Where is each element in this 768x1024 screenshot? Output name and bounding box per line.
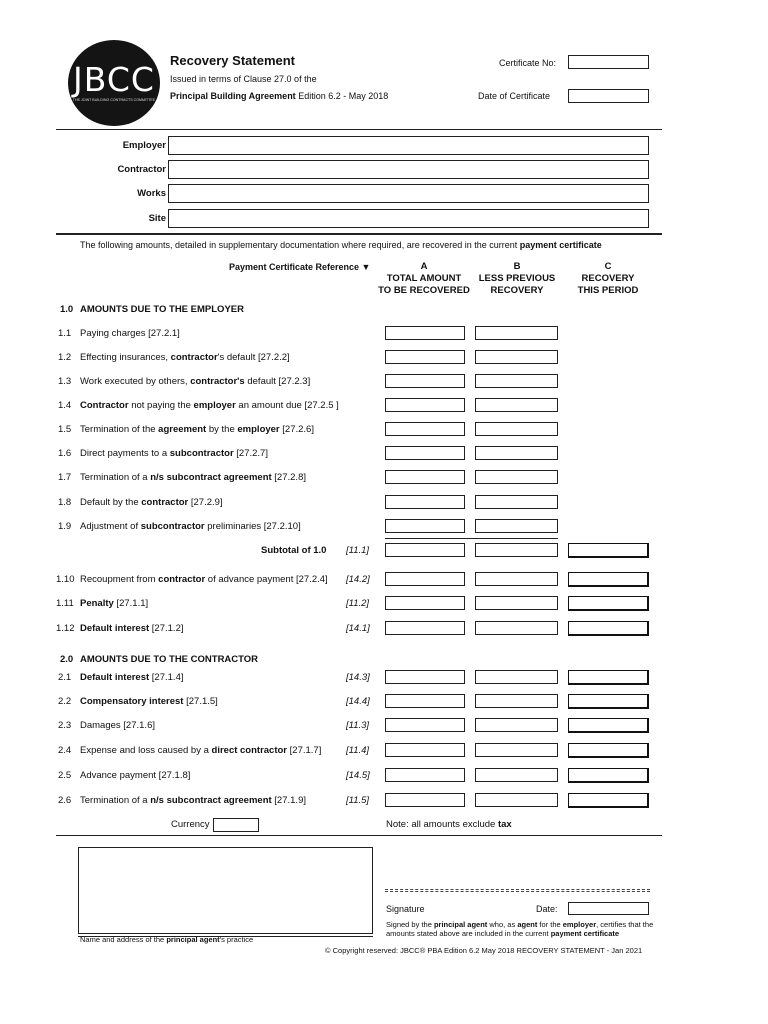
column-a-field[interactable] xyxy=(385,621,465,635)
certificate-no-field[interactable] xyxy=(568,55,649,69)
text-part: 's default [27.2.2] xyxy=(217,352,290,363)
item-reference: [11.5] xyxy=(346,795,370,806)
column-b-header xyxy=(467,261,567,297)
column-a-field[interactable] xyxy=(385,718,465,732)
payment-certificate-reference-label: Payment Certificate Reference ▼ xyxy=(229,262,371,272)
column-b-field[interactable] xyxy=(475,446,558,460)
section-1-title: AMOUNTS DUE TO THE EMPLOYER xyxy=(80,304,244,315)
item-reference: [14.2] xyxy=(346,574,370,585)
term-bold: Compensatory interest xyxy=(80,696,184,707)
item-reference: [14.1] xyxy=(346,623,370,634)
term-bold: contractor xyxy=(158,574,206,585)
text-part: [27.1.5] xyxy=(183,696,218,707)
jbcc-logo xyxy=(68,40,160,126)
item-description xyxy=(80,696,340,707)
address-caption-post: 's practice xyxy=(219,935,254,944)
column-a-field[interactable] xyxy=(385,793,465,807)
divider xyxy=(56,129,662,130)
text-part: default [27.2.3] xyxy=(244,376,311,387)
item-number: 1.5 xyxy=(58,424,72,435)
currency-label: Currency xyxy=(171,819,210,830)
column-c-letter: C xyxy=(604,261,612,272)
item-number: 2.2 xyxy=(58,696,72,707)
logo-text: JBCC xyxy=(73,60,155,99)
employer-label: Employer xyxy=(122,140,166,151)
item-description xyxy=(80,795,340,806)
column-b-field[interactable] xyxy=(475,621,558,635)
column-b-field[interactable] xyxy=(475,743,558,757)
term-bold: n/s subcontract agreement xyxy=(150,795,272,806)
column-b-field[interactable] xyxy=(475,694,558,708)
employer-field[interactable] xyxy=(168,136,649,155)
note-bold: tax xyxy=(497,819,512,830)
term-bold: payment certificate xyxy=(550,929,620,938)
item-number: 2.4 xyxy=(58,745,72,756)
item-description xyxy=(80,328,340,339)
column-c-field[interactable] xyxy=(568,596,649,611)
text-part: not paying the xyxy=(128,400,194,411)
column-b-field[interactable] xyxy=(475,718,558,732)
column-a-field[interactable] xyxy=(385,374,465,388)
text-part: Default by the xyxy=(80,497,142,508)
term-bold: subcontractor xyxy=(169,448,234,459)
column-c-field[interactable] xyxy=(568,670,649,685)
item-reference: [11.4] xyxy=(346,745,370,756)
term-bold: subcontractor xyxy=(140,521,205,532)
column-c-field[interactable] xyxy=(568,768,649,783)
item-description xyxy=(80,623,340,634)
text-part: Advance payment [27.1.8] xyxy=(80,770,191,781)
certification-line-1 xyxy=(386,920,653,929)
item-number: 1.12 xyxy=(56,623,75,634)
text-part: [27.1.2] xyxy=(149,623,184,634)
agreement-name: Principal Building Agreement xyxy=(170,91,296,101)
column-c-header xyxy=(558,261,658,297)
section-1-number: 1.0 xyxy=(60,304,74,315)
item-number: 2.6 xyxy=(58,795,72,806)
principal-agent-address-box[interactable] xyxy=(78,847,373,934)
subtotal-ref: [11.1] xyxy=(346,545,370,556)
item-reference: [14.5] xyxy=(346,770,370,781)
column-a-field[interactable] xyxy=(385,572,465,586)
item-number: 1.3 xyxy=(58,376,72,387)
text-part: Direct payments to a xyxy=(80,448,170,459)
column-b-field[interactable] xyxy=(475,374,558,388)
text-part: Termination of a xyxy=(80,795,151,806)
text-part: amounts stated above are included in the current xyxy=(386,929,551,938)
term-bold: employer xyxy=(193,400,236,411)
column-b-field[interactable] xyxy=(475,596,558,610)
text-part: Damages [27.1.6] xyxy=(80,720,155,731)
item-description xyxy=(80,770,340,781)
column-b-field[interactable] xyxy=(475,470,558,484)
text-part: [27.1.1] xyxy=(113,598,149,609)
item-description xyxy=(80,376,340,387)
item-description xyxy=(80,672,340,683)
column-c-field[interactable] xyxy=(568,718,649,733)
divider xyxy=(56,233,662,235)
item-number: 1.7 xyxy=(58,472,72,483)
column-a-line2: TO BE RECOVERED xyxy=(378,285,470,296)
column-a-field[interactable] xyxy=(385,446,465,460)
column-a-field[interactable] xyxy=(385,768,465,782)
note-plain: Note: all amounts exclude xyxy=(386,819,498,830)
item-number: 1.4 xyxy=(58,400,72,411)
item-description xyxy=(80,448,340,459)
subtotal-c-field[interactable] xyxy=(568,543,649,558)
address-caption-bold: principal agent xyxy=(166,935,220,944)
date-of-certificate-field[interactable] xyxy=(568,89,649,103)
intro-text xyxy=(80,240,602,250)
column-a-letter: A xyxy=(420,261,428,272)
column-a-field[interactable] xyxy=(385,398,465,412)
certificate-no-label: Certificate No: xyxy=(499,58,557,68)
item-number: 1.8 xyxy=(58,497,72,508)
agreement-edition: Edition 6.2 - May 2018 xyxy=(295,91,389,101)
term-bold: contractor xyxy=(141,497,189,508)
text-part: an amount due [27.2.5 ] xyxy=(235,400,339,411)
text-part: Termination of the xyxy=(80,424,159,435)
address-caption-pre: Name and address of the xyxy=(80,935,167,944)
text-part: Work executed by others, xyxy=(80,376,191,387)
text-part: Paying charges [27.2.1] xyxy=(80,328,180,339)
term-bold: direct contractor xyxy=(211,745,288,756)
text-part: [27.1.9] xyxy=(271,795,306,806)
column-c-field[interactable] xyxy=(568,572,649,587)
term-bold: agent xyxy=(517,920,538,929)
intro-plain: The following amounts, detailed in supplementary documentation where required, are recovered in the current xyxy=(80,240,520,250)
item-description xyxy=(80,472,340,483)
works-label: Works xyxy=(137,188,166,199)
signature-date-field[interactable] xyxy=(568,902,649,915)
subtotal-b-field[interactable] xyxy=(475,543,558,557)
column-a-field[interactable] xyxy=(385,743,465,757)
date-of-certificate-label: Date of Certificate xyxy=(478,91,551,101)
item-description xyxy=(80,521,340,532)
signature-label: Signature xyxy=(386,904,425,914)
item-number: 1.10 xyxy=(56,574,75,585)
site-field[interactable] xyxy=(168,209,649,228)
column-b-letter: B xyxy=(513,261,521,272)
column-b-field[interactable] xyxy=(475,793,558,807)
page-title: Recovery Statement xyxy=(170,53,295,68)
column-a-field[interactable] xyxy=(385,350,465,364)
copyright-notice: © Copyright reserved: JBCC® PBA Edition 6.2 May 2018 RECOVERY STATEMENT - Jan 2021 xyxy=(325,946,643,955)
item-description xyxy=(80,598,340,609)
text-part: [27.2.8] xyxy=(271,472,306,483)
item-reference: [14.4] xyxy=(346,696,370,707)
text-part: [27.1.7] xyxy=(287,745,322,756)
agreement-line xyxy=(170,91,388,101)
item-number: 2.5 xyxy=(58,770,72,781)
item-number: 1.11 xyxy=(56,598,74,609)
contractor-label: Contractor xyxy=(117,164,166,175)
text-part: by the xyxy=(206,424,238,435)
contractor-field[interactable] xyxy=(168,160,649,179)
term-bold: agreement xyxy=(158,424,207,435)
site-label: Site xyxy=(148,213,166,224)
date-label: Date: xyxy=(536,904,558,914)
item-number: 1.9 xyxy=(58,521,72,532)
column-b-field[interactable] xyxy=(475,398,558,412)
column-a-header xyxy=(374,261,474,297)
item-reference: [14.3] xyxy=(346,672,370,683)
column-a-field[interactable] xyxy=(385,495,465,509)
item-description xyxy=(80,574,340,585)
text-part: [27.1.4] xyxy=(149,672,184,683)
text-part: [27.2.6] xyxy=(279,424,314,435)
item-number: 2.3 xyxy=(58,720,72,731)
text-part: for the xyxy=(537,920,563,929)
item-description xyxy=(80,745,340,756)
issued-line: Issued in terms of Clause 27.0 of the xyxy=(170,74,317,84)
column-b-field[interactable] xyxy=(475,768,558,782)
subtotal-a-field[interactable] xyxy=(385,543,465,557)
item-number: 2.1 xyxy=(58,672,72,683)
column-b-field[interactable] xyxy=(475,495,558,509)
column-c-field[interactable] xyxy=(568,793,649,808)
column-a-field[interactable] xyxy=(385,596,465,610)
certification-line-2 xyxy=(386,929,619,938)
column-b-field[interactable] xyxy=(475,422,558,436)
text-part: [27.2.9] xyxy=(188,497,223,508)
item-number: 1.6 xyxy=(58,448,72,459)
item-description xyxy=(80,720,340,731)
item-number: 1.2 xyxy=(58,352,72,363)
text-part: preliminaries [27.2.10] xyxy=(204,521,301,532)
column-a-field[interactable] xyxy=(385,470,465,484)
item-number: 1.1 xyxy=(58,328,72,339)
item-description xyxy=(80,497,340,508)
text-part: [27.2.7] xyxy=(233,448,268,459)
term-bold: contractor's xyxy=(190,376,245,387)
signature-line xyxy=(385,889,650,892)
term-bold: principal agent xyxy=(433,920,488,929)
term-bold: employer xyxy=(237,424,280,435)
text-part: Termination of a xyxy=(80,472,151,483)
text-part: Adjustment of xyxy=(80,521,141,532)
item-reference: [11.2] xyxy=(346,598,370,609)
column-b-field[interactable] xyxy=(475,350,558,364)
item-description xyxy=(80,424,340,435)
text-part: Signed by the xyxy=(386,920,434,929)
column-c-line2: THIS PERIOD xyxy=(577,285,639,296)
term-bold: Contractor xyxy=(80,400,129,411)
item-reference: [11.3] xyxy=(346,720,370,731)
intro-bold: payment certificate xyxy=(519,240,602,250)
column-c-field[interactable] xyxy=(568,694,649,709)
item-description xyxy=(80,400,340,411)
logo-subtext: THE JOINT BUILDING CONTRACTS COMMITTEE xyxy=(72,98,156,102)
divider xyxy=(56,835,662,836)
text-part: who, as xyxy=(487,920,518,929)
item-description xyxy=(80,352,340,363)
column-b-field[interactable] xyxy=(475,670,558,684)
address-caption xyxy=(80,935,253,944)
text-part: of advance payment [27.2.4] xyxy=(205,574,328,585)
column-a-field[interactable] xyxy=(385,422,465,436)
column-a-field[interactable] xyxy=(385,326,465,340)
subtotal-label: Subtotal of 1.0 xyxy=(261,545,327,556)
column-b-line1: LESS PREVIOUS xyxy=(478,273,556,284)
column-c-line1: RECOVERY xyxy=(581,273,635,284)
currency-field[interactable] xyxy=(213,818,259,832)
text-part: Recoupment from xyxy=(80,574,159,585)
term-bold: employer xyxy=(562,920,597,929)
column-b-line2: RECOVERY xyxy=(490,285,544,296)
column-a-line1: TOTAL AMOUNT xyxy=(386,273,462,284)
term-bold: n/s subcontract agreement xyxy=(150,472,272,483)
column-a-field[interactable] xyxy=(385,694,465,708)
column-a-field[interactable] xyxy=(385,519,465,533)
section-2-number: 2.0 xyxy=(60,654,74,665)
text-part: , certifies that the xyxy=(596,920,654,929)
section-2-title: AMOUNTS DUE TO THE CONTRACTOR xyxy=(80,654,259,665)
column-a-field[interactable] xyxy=(385,670,465,684)
column-b-field[interactable] xyxy=(475,519,558,533)
term-bold: contractor xyxy=(170,352,218,363)
column-c-field[interactable] xyxy=(568,621,649,636)
subtotal-rule xyxy=(385,538,558,539)
amounts-note xyxy=(386,819,512,830)
text-part: Expense and loss caused by a xyxy=(80,745,212,756)
column-b-field[interactable] xyxy=(475,326,558,340)
term-bold: Penalty xyxy=(80,598,114,609)
term-bold: Default interest xyxy=(80,672,150,683)
term-bold: Default interest xyxy=(80,623,150,634)
works-field[interactable] xyxy=(168,184,649,203)
text-part: Effecting insurances, xyxy=(80,352,171,363)
column-c-field[interactable] xyxy=(568,743,649,758)
column-b-field[interactable] xyxy=(475,572,558,586)
